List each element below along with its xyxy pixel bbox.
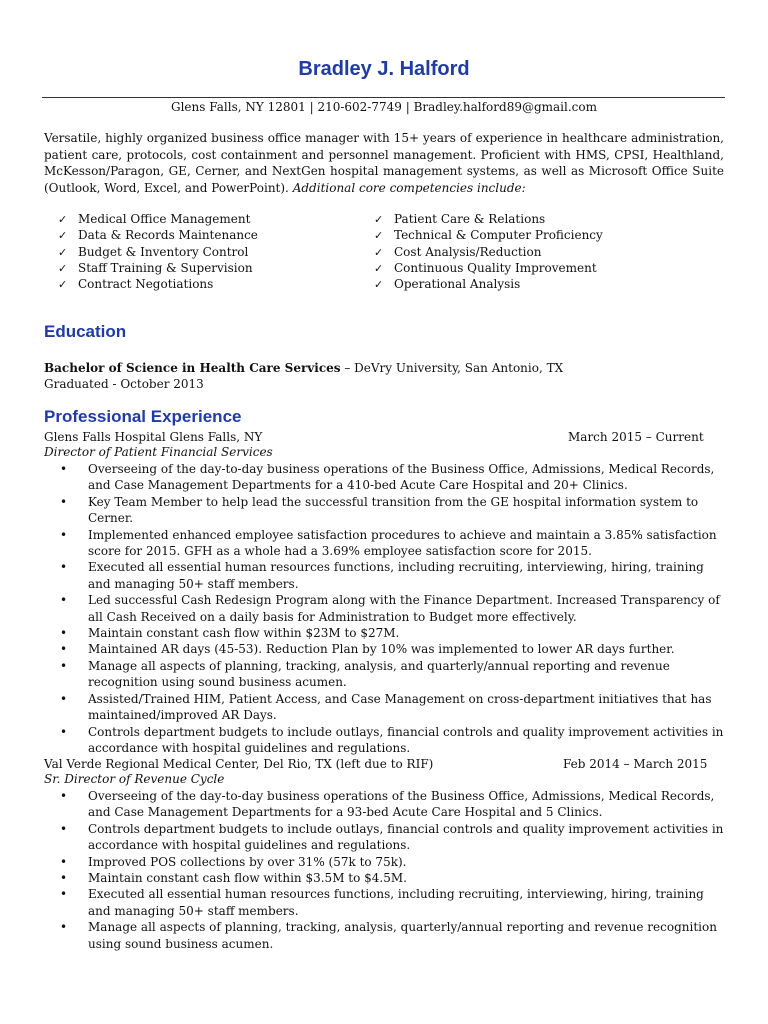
contact-line: Glens Falls, NY 12801 | 210-602-7749 | Bradley.halford89@gmail.com [171,100,597,114]
bullet-icon: • [60,527,68,542]
bullet-icon: • [60,724,68,739]
list-item [60,592,726,625]
bullet-text: Implemented enhanced employee satisfaction procedures to achieve and maintain a 3.85% satisfaction score for 2015. GFH as a whole had a 3.69% employee satisfaction score for 2015. [88,527,717,559]
summary-text: Versatile, highly organized business office manager with 15+ years of experience in healthcare administration, patient care, protocols, cost containment and personnel management. Proficient with HMS, CPSI, Healthland, McKesson/Paragon, GE, Cerner, and NextGen hospital management systems, as well as Microsoft Office Suite (Outlook, Word, Excel, and PowerPoint). [44,131,724,195]
experience-heading: Professional Experience [44,407,242,426]
degree-name: Bachelor of Science in Health Care Services [44,361,341,375]
bullet-text: Controls department budgets to include outlays, financial controls and quality improvement activities in accordance with hospital guidelines and regulations. [88,724,724,755]
bullet-icon: • [60,658,68,673]
competency-label: Cost Analysis/Reduction [394,244,542,259]
check-icon: ✓ [58,261,68,275]
check-icon: ✓ [374,261,384,275]
bullet-icon: • [60,871,68,886]
check-icon: ✓ [374,278,384,292]
competency-item [374,244,674,260]
bullet-text: Maintain constant cash flow within $23M to $27M. [88,626,400,641]
list-item [60,641,726,657]
list-item [60,658,726,691]
check-icon: ✓ [58,278,68,292]
list-item [60,821,726,854]
list-item [60,788,726,821]
competency-item [58,260,358,276]
bullet-text: Manage all aspects of planning, tracking, analysis, quarterly/annual reporting and revenue recognition using sound business acumen. [88,920,717,951]
job-title: Director of Patient Financial Services [44,445,273,459]
bullet-icon: • [60,887,68,902]
graduation-date: Graduated - October 2013 [44,377,204,391]
list-item [60,724,726,757]
job-bullets [60,461,726,756]
competency-item [58,244,358,260]
school-name: – DeVry University, San Antonio, TX [340,361,564,375]
job-dates: Feb 2014 – March 2015 [563,757,708,771]
check-icon: ✓ [374,229,384,243]
bullet-icon: • [60,854,68,869]
bullet-icon: • [60,626,68,641]
list-item [60,527,726,560]
job-employer: Glens Falls Hospital Glens Falls, NY [44,430,263,444]
bullet-icon: • [60,920,68,935]
list-item [60,559,726,592]
check-icon: ✓ [374,245,384,259]
bullet-icon: • [60,821,68,836]
competency-item [58,276,358,292]
competency-item [374,211,674,227]
competency-item [374,260,674,276]
education-degree-line [44,360,724,377]
competency-label: Patient Care & Relations [394,212,546,226]
bullet-text: Executed all essential human resources functions, including recruiting, interviewing, hiring, training and managing 50+ staff members. [88,560,704,591]
bullet-text: Maintain constant cash flow within $3.5M to $4.5M. [88,871,407,886]
bullet-text: Manage all aspects of planning, tracking, analysis, and quarterly/annual reporting and revenue recognition using sound business acumen. [88,658,670,690]
list-item [60,870,726,886]
education-heading: Education [44,322,127,341]
job-bullets [60,788,726,952]
header-divider [42,97,725,98]
bullet-text: Key Team Member to help lead the successful transition from the GE hospital information system to Cerner. [88,494,699,526]
list-item [60,854,726,870]
competency-label: Data & Records Maintenance [78,228,258,243]
bullet-text: Led successful Cash Redesign Program along with the Finance Department. Increased Transparency of all Cash Received on a daily basis for Administration to Budget more effectively. [88,593,720,624]
summary-italic-tail: Additional core competencies include: [292,180,526,195]
competency-label: Technical & Computer Proficiency [394,228,603,243]
bullet-icon: • [60,691,68,706]
competency-item [374,227,674,243]
competencies-right [374,211,674,292]
check-icon: ✓ [58,245,68,259]
bullet-icon: • [60,560,68,575]
competency-item [58,211,358,227]
bullet-icon: • [60,462,68,476]
job-title: Sr. Director of Revenue Cycle [44,772,225,786]
list-item [60,691,726,724]
competency-label: Contract Negotiations [78,277,214,292]
job-employer: Val Verde Regional Medical Center, Del Rio, TX (left due to RIF) [44,757,434,771]
bullet-icon: • [60,789,68,803]
bullet-text: Overseeing of the day-to-day business operations of the Business Office, Admissions, Medical Records, and Case Management Departments for a 93-bed Acute Care Hospital and 5 Clinics. [88,789,715,820]
competency-item [374,276,674,292]
candidate-name: Bradley J. Halford [298,58,470,80]
list-item [60,919,726,952]
check-icon: ✓ [58,229,68,243]
check-icon: ✓ [374,213,384,226]
competency-label: Operational Analysis [394,277,521,292]
competency-label: Continuous Quality Improvement [394,260,597,275]
bullet-icon: • [60,642,68,657]
competency-item [58,227,358,243]
bullet-text: Maintained AR days (45-53). Reduction Plan by 10% was implemented to lower AR days further. [88,642,675,657]
list-item [60,494,726,527]
bullet-text: Overseeing of the day-to-day business operations of the Business Office, Admissions, Medical Records, and Case Management Departments for a 410-bed Acute Care Hospital and 20+ Clinics. [88,462,715,493]
bullet-icon: • [60,593,68,608]
competency-label: Staff Training & Supervision [78,260,253,275]
bullet-text: Assisted/Trained HIM, Patient Access, and Case Management on cross-department initiatives that has maintained/improved AR Days. [88,691,712,723]
bullet-icon: • [60,494,68,509]
check-icon: ✓ [58,213,68,226]
bullet-text: Improved POS collections by over 31% (57k to 75k). [88,854,407,869]
competencies-left [58,211,358,292]
list-item [60,886,726,919]
list-item [60,461,726,494]
job-dates: March 2015 – Current [568,430,704,444]
bullet-text: Controls department budgets to include outlays, financial controls and quality improvement activities in accordance with hospital guidelines and regulations. [88,821,724,853]
competency-label: Medical Office Management [78,212,251,226]
list-item [60,625,726,641]
bullet-text: Executed all essential human resources functions, including recruiting, interviewing, hiring, training and managing 50+ staff members. [88,887,704,918]
competency-label: Budget & Inventory Control [78,244,249,259]
summary-paragraph [44,130,724,196]
